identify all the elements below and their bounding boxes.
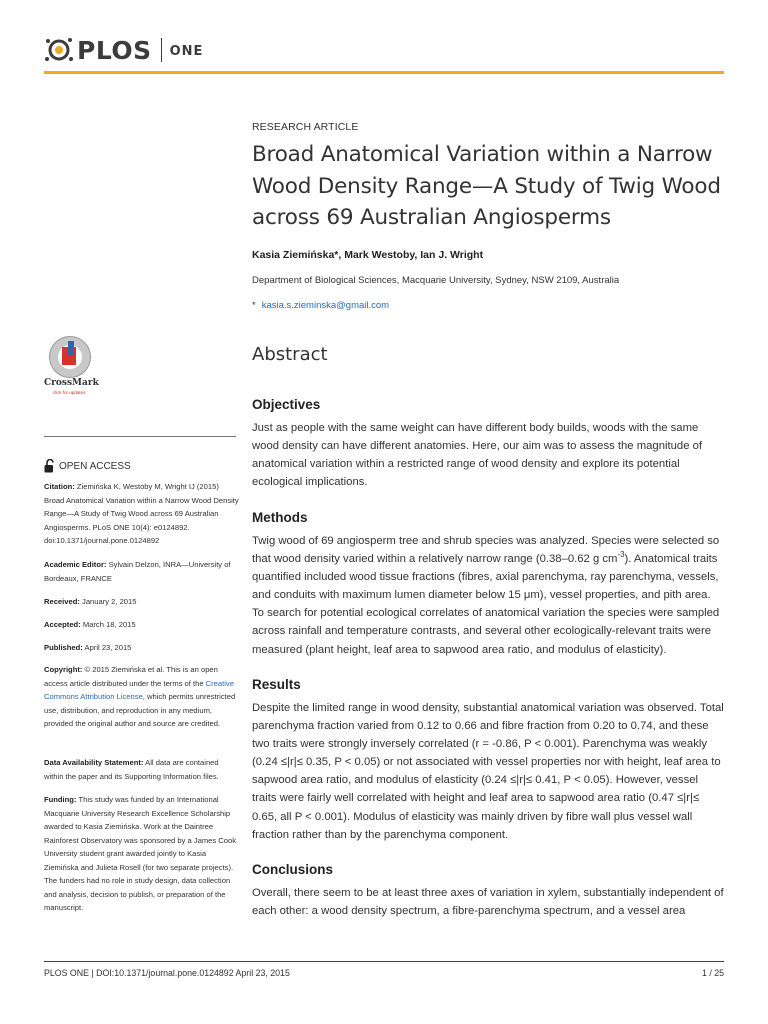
footer-citation: PLOS ONE | DOI:10.1371/journal.pone.0124892 April 23, 2015 (44, 968, 290, 978)
academic-editor-block (44, 558, 239, 585)
abstract-heading: Abstract (252, 344, 328, 365)
editor-label: Academic Editor: (44, 560, 107, 569)
methods-heading: Methods (252, 510, 308, 525)
objectives-text: Just as people with the same weight can have different body builds, woods with the same wood density can have different anatomies. Here, our aim was to assess the magnitude of anatomical variation within a restricted range of wood density and explore its potential ecological implications. (252, 422, 703, 489)
copyright-text-a: © 2015 Ziemińska et al. This is an open access article distributed under the terms of the (44, 665, 218, 688)
citation-block (44, 480, 239, 548)
copyright-label: Copyright: (44, 665, 83, 674)
data-availability-label: Data Availability Statement: (44, 758, 144, 767)
license-link[interactable]: Creative Commons Attribution License (44, 678, 234, 701)
journal-logo[interactable] (44, 34, 203, 66)
page-number: 1 / 25 (701, 968, 724, 978)
email-marker: * (252, 300, 256, 311)
crossmark-badge[interactable] (44, 336, 99, 402)
conclusions-heading: Conclusions (252, 862, 334, 877)
logo-subtext: ONE (169, 43, 204, 59)
methods-text-b: ). Anatomical traits quantified included wood tissue fractions (fibres, axial parenchyma, ray parenchyma, vessels, and conduits with maximum lumen diameter below 15 μm), vessel properties, and pith area. To search for potential ecological correlates of anatomical variation the species were sampled across rainfall and temperature contrasts, and several other ecologically-relevant traits were measured (plant height, leaf area to sapwood area ratio, and modulus of elasticity). (252, 553, 720, 656)
corresponding-email-link[interactable]: kasia.s.zieminska@gmail.com (261, 300, 390, 311)
objectives-heading: Objectives (252, 397, 321, 412)
citation-text: Ziemińska K, Westoby M, Wright IJ (2015) Broad Anatomical Variation within a Narrow Wood Density Range—A Study of Twig Wood across 69 Australian Angiosperms. PLoS ONE 10(4): e0124892. doi:10.1371/journal.pone.0124892 (44, 482, 239, 545)
open-lock-icon (44, 459, 56, 473)
plos-logo-icon (44, 35, 74, 65)
funding-label: Funding: (44, 795, 77, 804)
conclusions-text: Overall, there seem to be at least three axes of variation in xylem, substantially independent of each other: a wood density spectrum, a fibre-parenchyma spectrum, and a vessel area (252, 887, 724, 918)
results-text: Despite the limited range in wood density, substantial anatomical variation was observed. Total parenchyma fraction varied from 0.12 to 0.66 and fibre fraction from 0.20 to 0.74, and these two traits were strongly inversely correlated (r = -0.86, P < 0.001). Parenchyma was weakly (0.24 ≤|r|≤ 0.35, P < 0.05) or not associated with vessel properties nor with height, leaf area to sapwood area ratio, and modulus of elasticity (0.24 ≤|r|≤ 0.41, P < 0.05). However, vessel traits were fairly well correlated with height and leaf area to sapwood area ratio (0.47 ≤|r|≤ 0.65, all P < 0.001). Modulus of elasticity was mainly driven by fibre wall plus vessel wall fraction rather than by the parenchyma component. (252, 702, 724, 841)
funding-block (44, 793, 239, 915)
crossmark-label: CrossMark (44, 378, 99, 388)
crossmark-sublabel: click for updates (52, 390, 86, 395)
methods-text (252, 532, 724, 659)
logo-divider (161, 38, 162, 62)
accepted-block (44, 618, 239, 632)
editor-text: Sylvain Delzon, INRA—University of Bordeaux, FRANCE (44, 560, 231, 583)
article-title: Broad Anatomical Variation within a Narrow Wood Density Range—A Study of Twig Wood across 69 Australian Angiosperms (252, 142, 721, 230)
data-availability-block (44, 756, 239, 783)
accepted-label: Accepted: (44, 620, 81, 629)
accepted-date: March 18, 2015 (82, 620, 136, 629)
copyright-block (44, 663, 239, 731)
article-type: RESEARCH ARTICLE (252, 121, 359, 133)
received-label: Received: (44, 597, 80, 606)
open-access-badge (44, 459, 131, 473)
citation-label: Citation: (44, 482, 75, 491)
published-block (44, 641, 239, 655)
funding-text: This study was funded by an International Macquarie University Research Excellence Scholarship awarded to Kasia Ziemińska. Work at the Daintree Rainforest Observatory was sponsored by a James Cook University student grant awarded jointly to Kasia Ziemińska and Julieta Rosell (for two separate projects). The funders had no role in study design, data collection and analysis, decision to publish, or preparation of the manuscript. (44, 795, 237, 912)
corresponding-email-row (252, 300, 389, 311)
published-label: Published: (44, 643, 83, 652)
affiliation: Department of Biological Sciences, Macquarie University, Sydney, NSW 2109, Australia (252, 275, 620, 286)
results-heading: Results (252, 677, 301, 692)
footer-rule (44, 961, 724, 962)
published-date: April 23, 2015 (84, 643, 132, 652)
methods-text-a: Twig wood of 69 angiosperm tree and shrub species was analyzed. Species were selected so that wood density varied within a relatively narrow range (0.38–0.62 g cm (252, 535, 720, 566)
methods-superscript: -3 (617, 550, 625, 560)
logo-text: PLOS (77, 35, 152, 65)
copyright-text-b: , which permits unrestricted use, distribution, and reproduction in any medium, provided the original author and source are credited. (44, 692, 236, 728)
author-list: Kasia Ziemińska*, Mark Westoby, Ian J. Wright (252, 249, 484, 261)
crossmark-icon (49, 336, 91, 378)
sidebar-rule (44, 436, 236, 437)
data-availability-text: All data are contained within the paper and its Supporting Information files. (44, 758, 219, 781)
header-rule (44, 71, 724, 74)
received-date: January 2, 2015 (82, 597, 137, 606)
received-block (44, 595, 239, 609)
open-access-label: OPEN ACCESS (59, 460, 131, 472)
